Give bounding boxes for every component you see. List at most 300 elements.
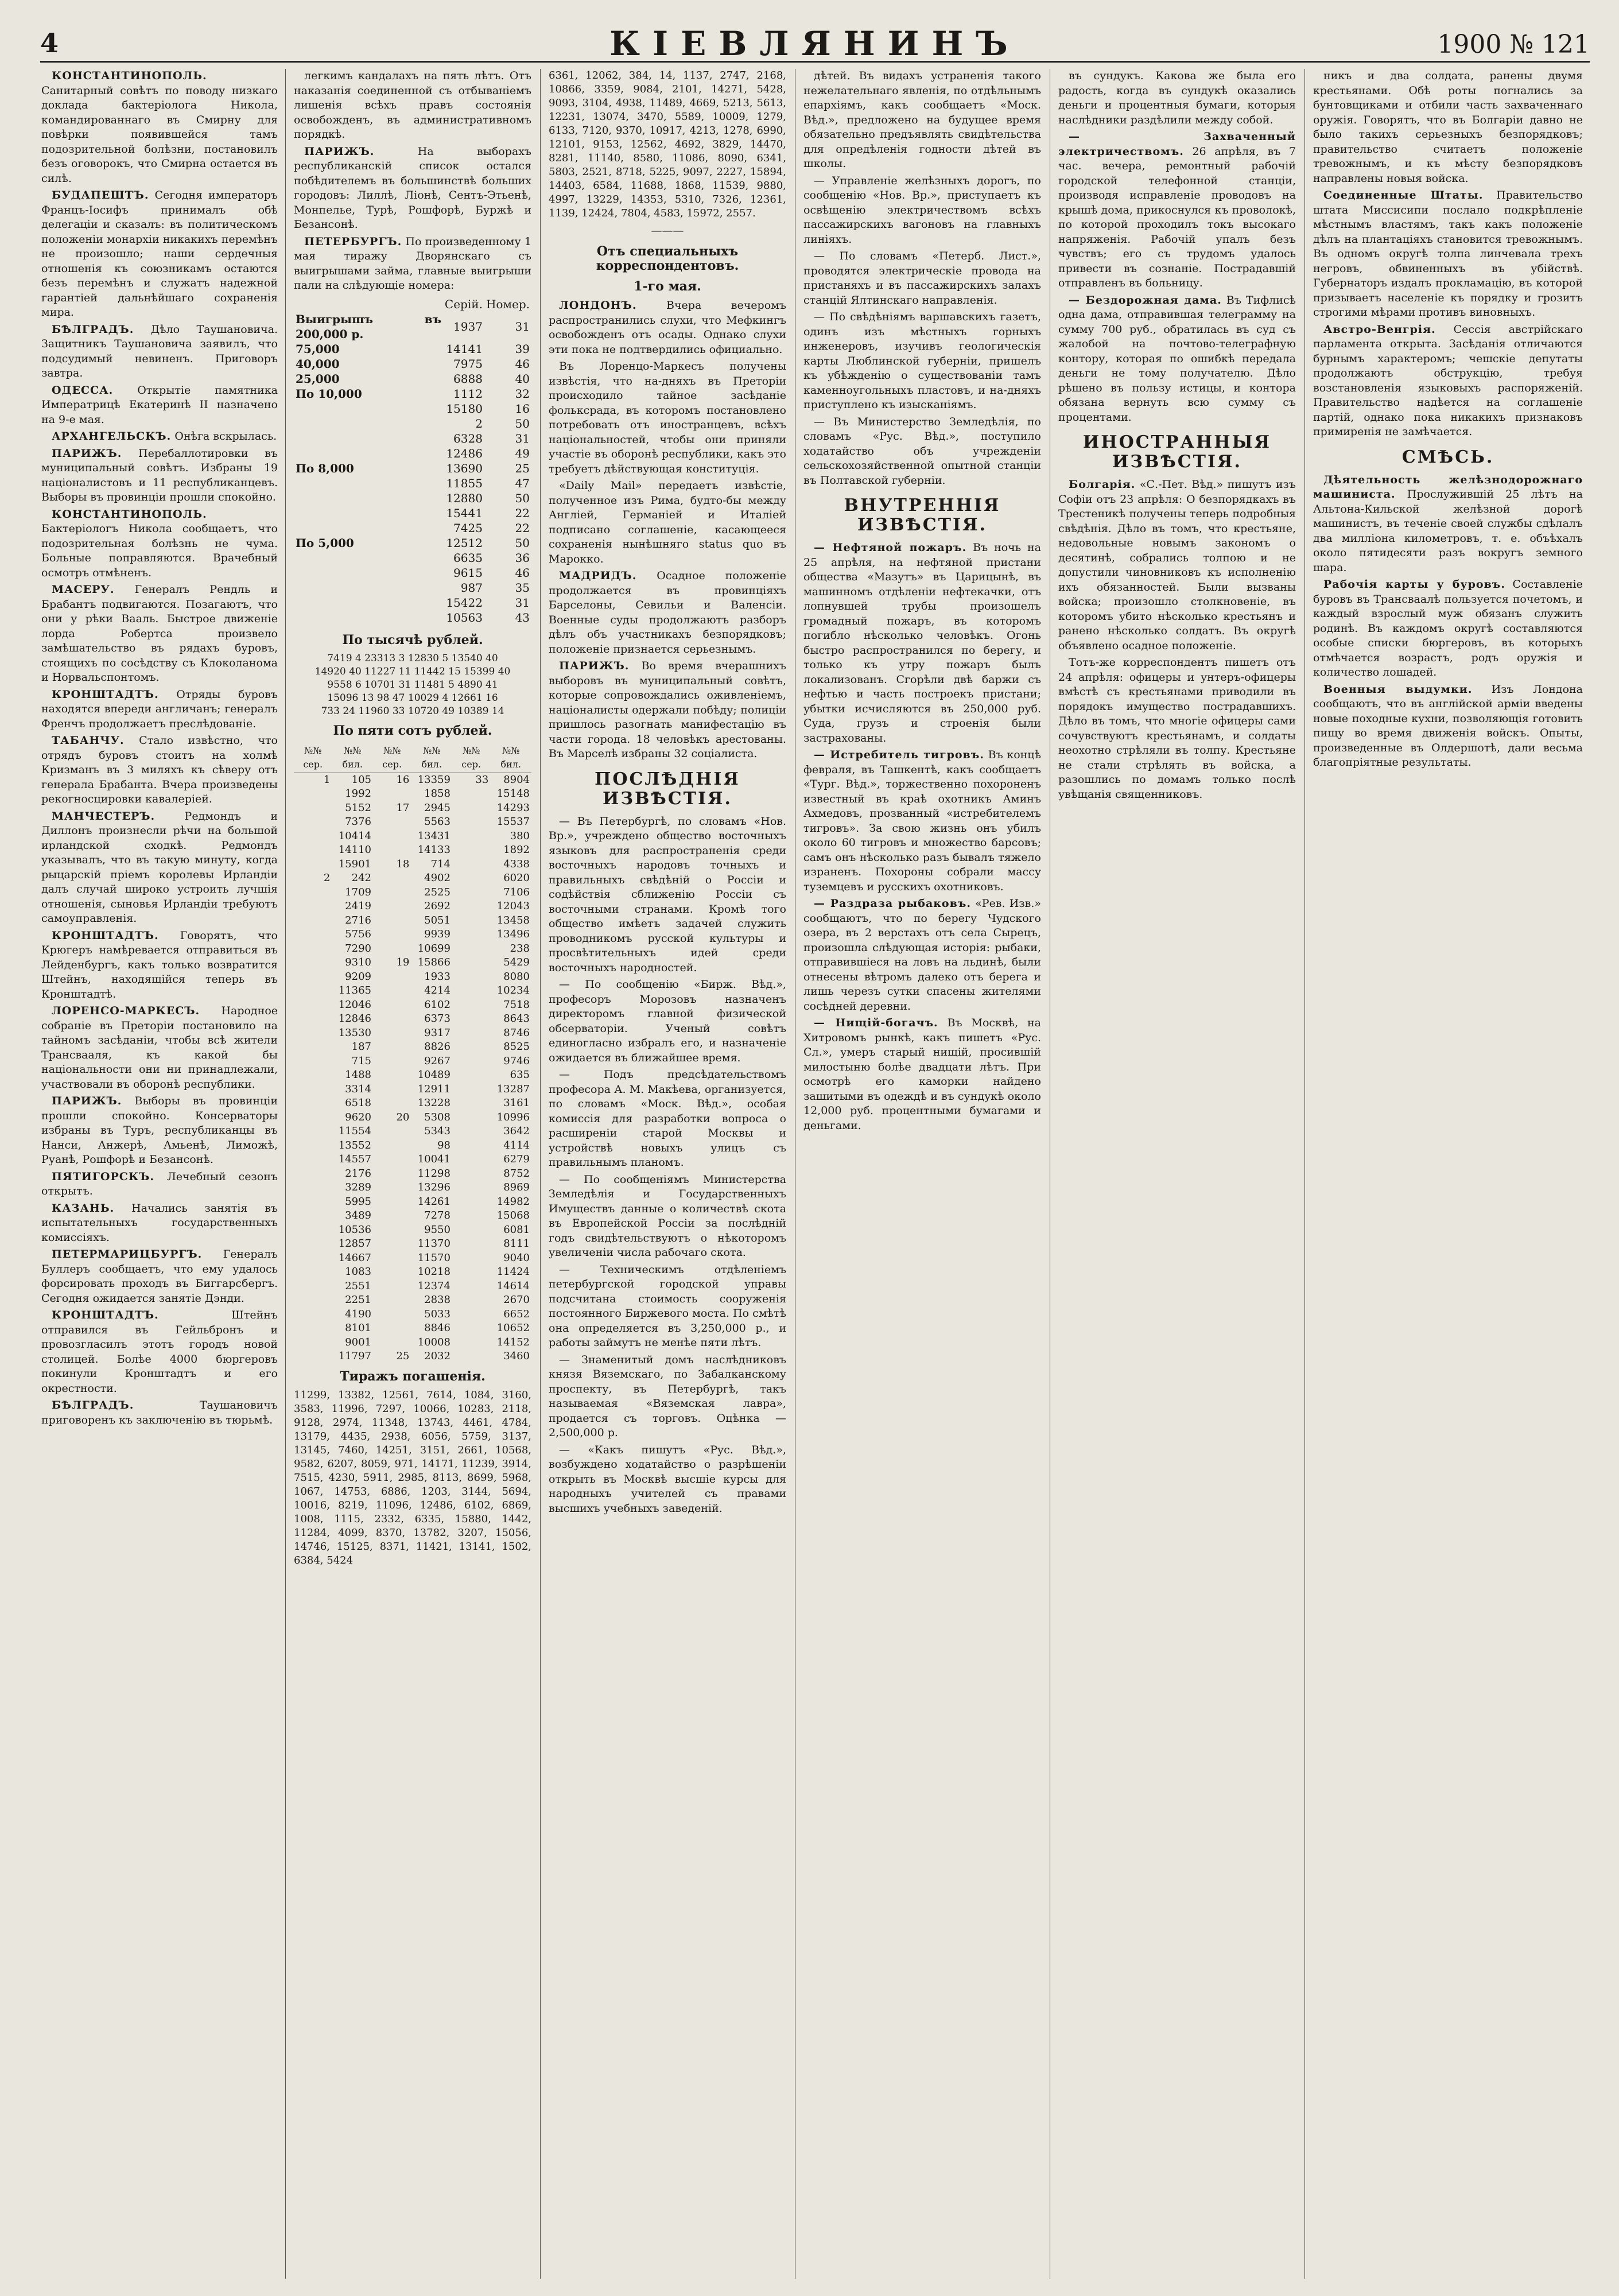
pair-column-header: №№ сер.	[294, 743, 332, 773]
news-text: — По словамъ «Петерб. Лист.», проводятся электрическіе провода на пристаняхъ и въ пассажирскихъ залахъ станцій Ялтинскаго направленія.	[803, 250, 1041, 307]
news-item	[803, 174, 1041, 247]
pair-cell	[452, 984, 490, 998]
pair-cell: 9550	[424, 1223, 451, 1236]
news-item	[41, 1170, 278, 1199]
pair-cell	[452, 801, 490, 816]
pair-cell	[452, 1083, 490, 1097]
pair-cell: 6020	[503, 872, 530, 884]
winning-number: 35	[515, 580, 530, 595]
pair-cell: 1892	[503, 844, 530, 856]
pair-cell: 1992	[345, 788, 371, 800]
news-list	[1058, 478, 1296, 802]
pair-cell	[294, 815, 332, 829]
news-item	[1058, 130, 1296, 291]
pair-row	[294, 1054, 531, 1069]
pair-cell: 11554	[338, 1125, 371, 1137]
winning-number: 16	[515, 401, 530, 416]
pair-cell	[452, 1293, 490, 1308]
pair-row	[294, 956, 531, 970]
pair-row	[294, 1223, 531, 1238]
news-text: — Въ Министерство Земледѣлія, по словамъ «Рус. Вѣд.», поступило ходатайство объ учрежденіи сельскохозяйственной опытной станціи въ Полтавской губерніи.	[803, 415, 1041, 487]
winning-amount: По 5,000	[296, 536, 354, 550]
news-text: Генералъ Рендль и Брабантъ подвигаются. Позагаютъ, что они у рѣки Вааль. Быстрое движеніе лорда Робертса произвело замѣшательство въ рядахъ буровъ, стоящихъ по сосѣдству съ Клоколанома и Норвальспонтомъ.	[41, 583, 278, 684]
pair-cell	[294, 1308, 332, 1322]
pair-cell	[452, 1223, 490, 1238]
pair-cell: 1933	[424, 970, 451, 983]
pair-cell: 6279	[503, 1153, 530, 1165]
pair-cell: 1709	[345, 886, 371, 898]
winning-number: 36	[515, 550, 530, 565]
winning-number: 31	[515, 431, 530, 445]
pair-cell	[373, 829, 411, 844]
news-item	[41, 323, 278, 381]
pair-cell: 17	[396, 801, 410, 814]
pair-cell: 2838	[424, 1294, 451, 1306]
news-item	[549, 1173, 786, 1261]
pair-cell	[294, 1083, 332, 1097]
winning-series: 13690	[446, 461, 483, 475]
news-text: Дѣло Таушановича. Защитникъ Таушановича заявилъ, что подсудимый невиненъ. Приговоръ завтра.	[41, 323, 278, 379]
pair-cell	[294, 899, 332, 914]
pair-cell: 3460	[503, 1350, 530, 1362]
pair-row	[294, 1096, 531, 1111]
pair-cell: 14133	[417, 844, 451, 856]
news-item	[549, 659, 786, 762]
news-text: Перебаллотировки въ муниципальный совѣтъ. Избраны 19 націоналистовъ и 11 республиканцевъ. Выборы въ провинціи прошли спокойно.	[41, 447, 278, 503]
pair-cell: 2251	[345, 1294, 371, 1306]
winning-row	[294, 506, 531, 521]
pair-cell: 2670	[503, 1294, 530, 1306]
pair-cell	[373, 815, 411, 829]
winnings-table	[294, 297, 531, 625]
pair-cell	[373, 1251, 411, 1266]
pair-row	[294, 1026, 531, 1041]
news-item	[41, 1247, 278, 1306]
pair-cell: 11424	[496, 1266, 530, 1278]
news-item	[803, 541, 1041, 746]
pair-cell: 8752	[503, 1167, 530, 1180]
news-text: Выборы въ провинціи прошли спокойно. Консерваторы избраны въ Туръ, республиканцы въ Нанси, Анжерѣ, Амьенѣ, Лиможѣ, Руанѣ, Рошфорѣ и Безансонѣ.	[41, 1095, 278, 1166]
pair-cell: 2032	[424, 1350, 451, 1362]
pair-cell: 14293	[496, 801, 530, 814]
winning-series: 15422	[446, 595, 483, 610]
pair-cell	[373, 886, 411, 900]
pair-cell	[373, 1181, 411, 1195]
winning-number: 46	[515, 356, 530, 371]
pair-cell	[452, 1279, 490, 1294]
pair-row	[294, 1124, 531, 1139]
pair-cell	[452, 1054, 490, 1069]
pair-row	[294, 1293, 531, 1308]
pair-cell: 12374	[417, 1279, 451, 1292]
winning-row	[294, 416, 531, 431]
pair-column-header: №№ сер.	[373, 743, 411, 773]
news-text: Редмондъ и Диллонъ произнесли рѣчи на большой ирландской сходкѣ. Редмондъ указывалъ, что въ такую минуту, когда рыцарскій пріемъ королевы Ирландіи далъ случай широко устроить лучшія отношенія, сыновья Ирландіи требуютъ самоуправленія.	[41, 809, 278, 925]
dateline: ТАБАНЧУ.	[52, 734, 125, 747]
pair-cell	[294, 1068, 332, 1083]
pair-row	[294, 1237, 531, 1251]
pair-cell: 12911	[417, 1083, 451, 1095]
dateline: МАДРИДЪ.	[559, 569, 637, 582]
news-item	[41, 507, 278, 581]
pair-cell: 2176	[345, 1167, 371, 1180]
winning-row	[294, 431, 531, 446]
news-text: Онѣга вскрылась.	[174, 430, 277, 443]
column-divider	[1304, 69, 1305, 2279]
pair-cell	[452, 871, 490, 886]
winning-number: 46	[515, 565, 530, 580]
winning-number: 50	[515, 416, 530, 430]
pair-cell: 14110	[338, 844, 371, 856]
dateline: КРОНШТАДТЪ.	[52, 929, 159, 942]
pair-cell	[294, 1026, 332, 1041]
news-item	[1058, 69, 1296, 127]
domestic-news-heading: ВНУТРЕННІЯ ИЗВѢСТІЯ.	[844, 495, 1001, 535]
winning-row	[294, 356, 531, 371]
pair-row	[294, 773, 531, 787]
pair-cell: 12857	[338, 1238, 371, 1250]
news-text: Штейнъ отправился въ Гейльбронъ и провозгласилъ этотъ городъ новой столицей. Болѣе 4000 бюргеровъ покинули Кронштадтъ и его окрестности.	[41, 1309, 278, 1395]
winning-amount	[294, 506, 443, 521]
pair-cell: 13228	[417, 1097, 451, 1109]
pair-cell	[373, 899, 411, 914]
dateline: КРОНШТАДТЪ.	[52, 1309, 159, 1321]
winning-row	[294, 595, 531, 610]
masthead-rule	[40, 61, 1590, 63]
pair-row	[294, 984, 531, 998]
winning-row	[294, 386, 531, 401]
pair-cell	[294, 998, 332, 1013]
pair-cell: 1488	[345, 1069, 371, 1081]
winning-amount: 40,000	[296, 356, 340, 371]
dateline: Болгарія.	[1069, 478, 1136, 491]
news-text: «С.-Пет. Вѣд.» пишутъ изъ Софіи отъ 23 апрѣля: О безпорядкахъ въ Трестеникѣ получены теперь подробныя свѣдѣнія. Дѣло въ томъ, что крестьяне, недовольные новымъ закономъ о десятинѣ, собрались толпою и не допустили чиновниковъ къ исполненію ихъ обязанностей. Были вызваны войска; произошло столкновеніе, въ которомъ убито нѣсколько крестьянъ и ранено нѣсколько солдатъ. Въ округѣ объявлено осадное положеніе.	[1058, 478, 1296, 652]
dateline: ЛОНДОНЪ.	[559, 299, 637, 312]
winning-amount	[294, 446, 443, 461]
dateline: ПАРИЖЪ.	[52, 447, 122, 460]
news-item	[803, 1016, 1041, 1133]
dateline: — Захваченный электричествомъ.	[1058, 130, 1296, 158]
pair-cell: 4902	[424, 872, 451, 884]
pair-cell: 8525	[503, 1041, 530, 1053]
news-list	[803, 69, 1041, 488]
pair-cell	[452, 815, 490, 829]
pair-cell: 10996	[496, 1111, 530, 1123]
pair-cell: 20	[396, 1111, 410, 1123]
news-text: Въ ночь на 25 апрѣля, на нефтяной пристани общества «Мазутъ» въ Царицынѣ, въ машинномъ отдѣленіи нефтекачки, отъ лопнувшей трубы произошелъ громадный пожаръ, въ которомъ погибло нѣсколько человѣкъ. Огонь быстро распространился по берегу, и только къ утру пожаръ былъ локализованъ. Сгорѣли двѣ баржи съ нефтью и часть построекъ пристани; убытки исчисляются въ 250,000 руб. Суда, грузъ и строенія были застрахованы.	[803, 541, 1041, 744]
news-item	[549, 1068, 786, 1170]
pair-cell	[452, 1040, 490, 1054]
news-item	[1313, 323, 1583, 440]
thousand-row: 9558 6 10701 31 11481 5 4890 41	[327, 679, 498, 691]
pair-cell	[294, 1111, 332, 1125]
pair-cell: 11298	[417, 1167, 451, 1180]
dateline: ПАРИЖЪ.	[559, 660, 630, 672]
column-domestic	[803, 69, 1041, 2285]
winnings-header	[294, 297, 531, 312]
pair-cell: 9209	[345, 970, 371, 983]
pair-cell	[452, 1167, 490, 1181]
pair-cell: 7376	[345, 816, 371, 828]
pair-cell: 9620	[345, 1111, 371, 1123]
news-item	[41, 1004, 278, 1092]
pair-cell: 714	[430, 858, 451, 870]
pair-cell	[373, 1293, 411, 1308]
news-text: въ сундукъ. Какова же была его радость, когда въ сундукѣ оказались деньги и процентныя бумаги, которыя наслѣдники раздѣлили между собой.	[1058, 69, 1296, 126]
telegram-list	[294, 69, 531, 293]
news-item	[41, 1201, 278, 1246]
news-item	[803, 415, 1041, 488]
news-item	[1313, 577, 1583, 680]
news-text: Открытіе памятника Императрицѣ Екатеринѣ II назначено на 9-е мая.	[41, 383, 278, 426]
pair-cell: 18	[396, 858, 410, 870]
pair-cell: 1	[323, 773, 331, 786]
pair-cell: 4214	[424, 984, 451, 996]
column-foreign-cont	[1313, 69, 1583, 2285]
winning-row	[294, 476, 531, 491]
pair-cell	[452, 858, 490, 872]
pair-cell	[373, 1209, 411, 1223]
redemption-numbers: 11299, 13382, 12561, 7614, 1084, 3160, 3583, 11996, 7297, 10066, 10283, 2118, 9128, 2974, 11348, 13743, 4461, 4784, 13179, 4435, 2938, 6056, 5759, 3137, 13145, 7460, 14251, 3151, 2661, 10568, 9582, 6207, 8059, 971, 14171, 11239, 3914, 7515, 4230, 5911, 2985, 8113, 8699, 5968, 1067, 14753, 6886, 1203, 3144, 5694, 10016, 8219, 11096, 12486, 6102, 6869, 1008, 1115, 2332, 6335, 15880, 1442, 11284, 4099, 8370, 13782, 3207, 15056, 14746, 15125, 8371, 11421, 13141, 1502, 6384, 5424	[294, 1389, 531, 1566]
news-text: — Въ Петербургѣ, по словамъ «Нов. Вр.», учреждено общество восточныхъ языковъ для распространенія среди восточныхъ народовъ точныхъ и правильныхъ свѣдѣній о Россіи и содѣйствія сближенію Россіи съ восточными странами. Кромѣ того общество имѣетъ задачей служить проводникомъ русской культуры и просвѣтительныхъ идей среди восточныхъ народностей.	[549, 815, 786, 974]
news-text: Народное собраніе въ Преторіи постановило на тайномъ засѣданіи, чтобы всѣ жители Трансвааля, къ какой бы національности они ни принадлежали, участвовали въ оборонѣ республики.	[41, 1004, 278, 1091]
pair-row	[294, 1181, 531, 1195]
pair-cell	[294, 843, 332, 858]
pair-cell: 15068	[496, 1209, 530, 1221]
pair-cell: 14667	[338, 1251, 371, 1264]
pair-cell: 187	[351, 1041, 371, 1053]
news-list	[803, 541, 1041, 1133]
news-item	[1058, 478, 1296, 653]
pair-cell	[452, 886, 490, 900]
pair-cell: 16	[396, 773, 410, 786]
pair-cell: 2945	[424, 801, 451, 814]
pair-row	[294, 998, 531, 1013]
pair-row	[294, 1209, 531, 1223]
pair-row	[294, 970, 531, 984]
winning-row	[294, 610, 531, 625]
pair-cell: 2	[323, 872, 331, 884]
pair-row	[294, 899, 531, 914]
pair-cell: 1858	[424, 788, 451, 800]
column-lottery	[294, 69, 531, 2285]
pair-cell	[452, 1321, 490, 1336]
news-text: 26 апрѣля, въ 7 час. вечера, ремонтный рабочій городской телефонной станціи, производя исправленіе проводовъ на крышѣ дома, прикоснулся къ проволокѣ, по которой проходилъ токъ высокаго напряженія. Рабочій упалъ безъ чувствъ; его съ трудомъ удалось привести въ сознаніе. Пострадавшій отправленъ въ больницу.	[1058, 145, 1296, 289]
pair-cell: 15148	[496, 788, 530, 800]
news-text: — По сообщенію «Бирж. Вѣд.», професоръ Морозовъ назначенъ директоромъ главной физической обсерваторіи. Ученый совѣтъ единогласно избралъ его, и назначеніе ожидается въ ближайшее время.	[549, 978, 786, 1064]
pair-row	[294, 843, 531, 858]
pair-cell	[373, 1096, 411, 1111]
pair-row	[294, 1153, 531, 1167]
pair-cell: 2692	[424, 900, 451, 912]
news-text: никъ и два солдата, ранены двумя крестьянами. Обѣ роты погнались за бунтовщиками и отбили часть захваченнаго оружія. Говорятъ, что въ Болгаріи давно не было такихъ серьезныхъ безпорядковъ; правительство считаетъ положеніе тревожнымъ, и къ мѣсту безпорядковъ направлены новыя войска.	[1313, 69, 1583, 185]
pair-cell: 14152	[496, 1336, 530, 1348]
news-item	[803, 69, 1041, 172]
pair-cell: 14614	[496, 1279, 530, 1292]
pair-cell: 15866	[417, 956, 451, 968]
pair-cell: 5152	[345, 801, 371, 814]
pair-cell	[452, 1308, 490, 1322]
pair-row	[294, 928, 531, 942]
winning-row	[294, 312, 531, 342]
pair-cell: 14557	[338, 1153, 371, 1165]
pair-row	[294, 858, 531, 872]
five-hundred-heading: По пяти сотъ рублей.	[333, 723, 492, 738]
news-text: Въ Москвѣ, на Хитровомъ рынкѣ, какъ пишетъ «Рус. Сл.», умеръ старый нищій, просившій милостыню болѣе двадцати лѣтъ. При осмотрѣ его каморки найдено зашитыми въ одеждѣ и въ сундукѣ около 12,000 руб. процентными бумагами и деньгами.	[803, 1017, 1041, 1132]
winning-amount: Выигрышъ въ 200,000 р.	[296, 312, 441, 341]
winning-row	[294, 521, 531, 536]
pair-cell: 2525	[424, 886, 451, 898]
pair-cell: 5756	[345, 928, 371, 940]
dateline: Дѣятельность желѣзнодорожнаго машиниста.	[1313, 473, 1583, 501]
news-text: Тотъ-же корреспондентъ пишетъ отъ 24 апрѣля: офицеры и унтеръ-офицеры вмѣстѣ съ крестьянами приводили въ порядокъ имущество пострадавшихъ. Дѣло въ томъ, что многіе офицеры сами сочувствуютъ крестьянамъ, и солдаты неохотно стрѣляли въ толпу. Крестьяне не стали стрѣлять въ войска, а разошлись по домамъ только послѣ увѣщанія священниковъ.	[1058, 656, 1296, 801]
news-text: Отряды буровъ находятся впереди англичанъ; генералъ Френчъ продолжаетъ преслѣдованіе.	[41, 688, 278, 730]
pair-cell	[373, 942, 411, 956]
news-text: Таушановичъ приговоренъ къ заключенію въ тюрьмѣ.	[41, 1399, 278, 1426]
news-item	[549, 298, 786, 357]
pair-cell	[452, 1111, 490, 1125]
number-header: Номер.	[486, 297, 530, 311]
winning-series: 12880	[446, 491, 483, 505]
column-foreign	[1058, 69, 1296, 2285]
pair-row	[294, 1012, 531, 1026]
pair-cell	[294, 1336, 332, 1350]
pair-cell	[452, 928, 490, 942]
winning-series: 7425	[453, 521, 483, 535]
pair-cell: 12043	[496, 900, 530, 912]
news-text: Осадное положеніе продолжается въ провинціяхъ Барселоны, Севильи и Валенсіи. Военные суды продолжаютъ разборъ дѣлъ объ участникахъ безпорядковъ; положеніе признается серьезнымъ.	[549, 569, 786, 656]
pair-cell: 10536	[338, 1223, 371, 1236]
pair-cell	[294, 1167, 332, 1181]
pair-cell: 5343	[424, 1125, 451, 1137]
pair-cell: 238	[510, 942, 530, 955]
pair-row	[294, 801, 531, 816]
news-list	[1058, 69, 1296, 425]
dateline: БѢЛГРАДЪ.	[52, 1399, 134, 1411]
pair-cell: 8969	[503, 1181, 530, 1193]
pair-row	[294, 1321, 531, 1336]
pair-cell	[294, 801, 332, 816]
news-text: «Рев. Изв.» сообщаютъ, что по берегу Чудского озера, въ 2 верстахъ отъ села Сырецъ, произошла слѣдующая исторія: рыбаки, отправившіеся на ловъ на льдинѣ, были отнесены вѣтромъ далеко отъ берега и лишь черезъ сутки спасены жителями сосѣдней деревни.	[803, 897, 1041, 1013]
pair-cell	[294, 1195, 332, 1209]
pair-cell	[373, 1083, 411, 1097]
pair-cell: 14982	[496, 1195, 530, 1208]
pair-cell	[294, 1012, 332, 1026]
pair-cell	[294, 1265, 332, 1279]
correspondents-date: 1-го мая.	[634, 278, 701, 294]
news-item	[41, 1398, 278, 1428]
winning-number: 31	[515, 319, 530, 333]
pair-cell: 2716	[345, 914, 371, 926]
dateline: БѢЛГРАДЪ.	[52, 323, 134, 336]
pair-row	[294, 1040, 531, 1054]
column-divider	[540, 69, 541, 2279]
winning-series: 14141	[446, 342, 483, 356]
news-item	[1058, 293, 1296, 425]
news-item	[549, 359, 786, 476]
winning-series: 6888	[453, 371, 483, 386]
pair-cell: 8101	[345, 1322, 371, 1334]
winning-amount: По 8,000	[296, 461, 354, 475]
pair-column-header: №№ сер.	[452, 743, 490, 773]
news-text: — Техническимъ отдѣленіемъ петербургской городской управы подсчитана стоимость сооруженія постоянного Биржевого моста. По смѣтѣ она определяется въ 3,250,000 р., и работы займутъ не менѣе пяти лѣтъ.	[549, 1263, 786, 1349]
pair-cell	[373, 1279, 411, 1294]
pair-cell	[294, 970, 332, 984]
pair-cell	[294, 1293, 332, 1308]
dateline: БУДАПЕШТЪ.	[52, 189, 149, 201]
winning-number: 43	[515, 610, 530, 625]
pair-column-header: №№ бил.	[332, 743, 373, 773]
column-correspondents	[549, 69, 786, 2285]
pair-cell	[373, 1336, 411, 1350]
pair-cell	[373, 1012, 411, 1026]
news-item	[549, 815, 786, 976]
news-text: Правительство штата Миссисипи послало подкрѣпленіе мѣстнымъ властямъ, такъ какъ положеніе дѣлъ на плантаціяхъ становится тревожнымъ. Въ одномъ округѣ толпа линчевала трехъ негровъ, обвиненныхъ въ убійствѣ. Губернаторъ издалъ прокламацію, въ которой призываетъ населеніе къ порядку и грозитъ строгими мѣрами противъ виновныхъ.	[1313, 189, 1583, 319]
pair-cell	[294, 1349, 332, 1364]
pair-cell: 12846	[338, 1013, 371, 1025]
dateline: ОДЕССА.	[52, 383, 114, 397]
page-number: 4	[40, 28, 59, 59]
winning-series: 12512	[446, 536, 483, 550]
pair-column-header: №№ бил.	[411, 743, 452, 773]
pair-cell: 635	[510, 1069, 530, 1081]
redemption-heading: Тиражъ погашенія.	[340, 1368, 486, 1384]
pair-cell	[294, 1153, 332, 1167]
pair-cell	[452, 1181, 490, 1195]
news-item	[41, 809, 278, 926]
news-item	[549, 479, 786, 567]
pair-cell: 8643	[503, 1013, 530, 1025]
news-list	[549, 815, 786, 1517]
pair-cell	[373, 984, 411, 998]
pair-cell	[452, 970, 490, 984]
winning-series: 11855	[446, 476, 483, 490]
winning-amount	[294, 491, 443, 506]
news-item	[803, 748, 1041, 894]
pair-cell: 15537	[496, 816, 530, 828]
pair-cell: 9746	[503, 1054, 530, 1067]
winning-series: 6635	[453, 550, 483, 565]
pair-cell	[452, 1124, 490, 1139]
pair-cell: 7278	[424, 1209, 451, 1221]
pair-cell	[452, 914, 490, 928]
pair-row	[294, 1167, 531, 1181]
pair-cell	[452, 998, 490, 1013]
pair-cell	[373, 871, 411, 886]
winning-amount	[294, 565, 443, 580]
winning-series: 9615	[453, 565, 483, 580]
dateline: Рабочія карты у буровъ.	[1323, 578, 1505, 591]
dateline: ПЕТЕРБУРГЪ.	[304, 235, 402, 248]
pair-cell: 14261	[417, 1195, 451, 1208]
dateline: ПЯТИГОРСКЪ.	[52, 1170, 154, 1183]
news-text: Въ Тифлисѣ одна дама, отправившая телеграмму на сумму 700 руб., обратилась въ суд съ жалобой на почтово-телеграфную контору, которая по ошибкѣ передала деньги не тому получателю. Дѣло рѣшено въ пользу истицы, и контора обязана вернуть всю сумму съ процентами.	[1058, 293, 1296, 424]
pair-cell	[373, 970, 411, 984]
series-header: Серій.	[444, 297, 483, 311]
pair-cell	[452, 843, 490, 858]
pair-cell	[294, 1124, 332, 1139]
pair-row	[294, 1279, 531, 1294]
dateline: — Нефтяной пожаръ.	[814, 541, 967, 554]
winning-series: 2	[475, 416, 483, 430]
news-item	[1313, 188, 1583, 320]
thousand-row: 15096 13 98 47 10029 4 12661 16	[327, 692, 498, 704]
pair-cell	[294, 984, 332, 998]
pair-cell: 9267	[424, 1054, 451, 1067]
winning-number: 40	[515, 371, 530, 386]
pair-cell: 8904	[503, 773, 530, 786]
pair-cell	[452, 1195, 490, 1209]
